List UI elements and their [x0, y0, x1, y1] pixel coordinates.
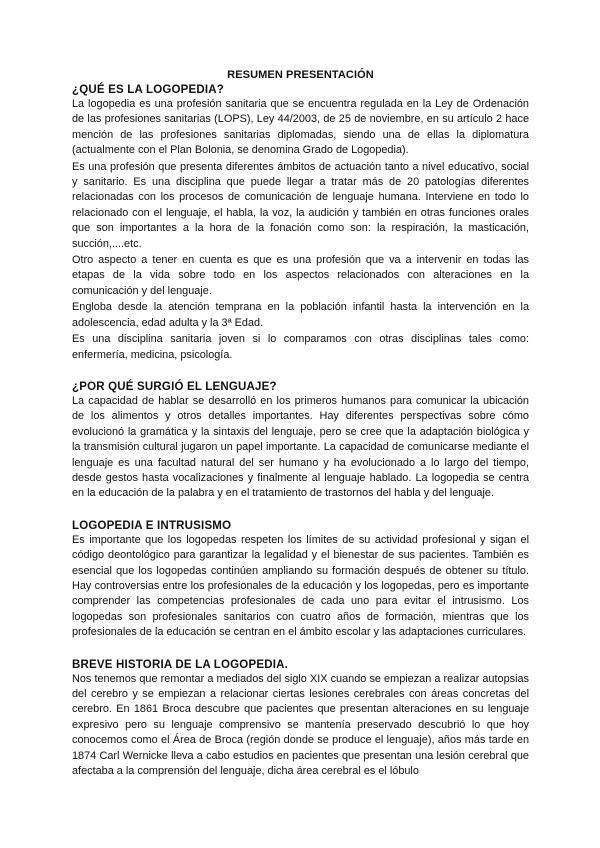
- section-logopedia-e-intrusismo: [72, 519, 529, 641]
- section-heading: ¿QUÉ ES LA LOGOPEDIA?: [72, 84, 225, 96]
- paragraph: Es una disciplina sanitaria joven si lo comparamos con otras disciplinas tales como: enfermería, medicina, psicología.: [72, 333, 529, 361]
- paragraph: Engloba desde la atención temprana en la población infantil hasta la intervención en la adolescencia, edad adulta y la 3ª Edad.: [72, 301, 529, 329]
- paragraph: La capacidad de hablar se desarrolló en los primeros humanos para comunicar la ubicación de los alimentos y otros detalles importantes. Hay diferentes perspectivas sobre cómo evolucionó la gramática y la sintaxis del lenguaje, pero se cree que la adaptación biológica y la transmisión cultural jugaron un papel importante. La capacidad de comunicarse mediante el lenguaje es una facultad natural del ser humano y ha evolucionado a lo largo del tiempo, desde gestos hasta vocalizaciones y finalmente al lenguaje hablado. La logopedia se centra en la educación de la palabra y en el tratamiento de trastornos del habla y del lenguaje.: [72, 394, 529, 500]
- section-por-que-surgio-el-lenguaje: [72, 380, 529, 502]
- section-heading: BREVE HISTORIA DE LA LOGOPEDIA.: [72, 658, 288, 671]
- document-page: [72, 68, 529, 848]
- paragraph: Es una profesión que presenta diferentes ámbitos de actuación tanto a nivel educativo, social y sanitario. Es una disciplina que puede llegar a tratar más de 20 patologías diferentes relacionadas con los procesos de comunicación de lenguaje humana. Interviene en todo lo relacionado con el lenguaje, el habla, la voz, la audición y también en otras funciones orales que son importantes a la hora de la fonación como son: la respiración, la masticación, succión,....etc.: [72, 160, 529, 250]
- paragraph: La logopedia es una profesión sanitaria que se encuentra regulada en la Ley de Ordenación de las profesiones sanitarias (LOPS), Ley 44/2003, de 25 de noviembre, en su artículo 2 hace mención de las profesiones sanitarias diplomadas, siendo una de ellas la diplomatura (actualmente con el Plan Bolonia, se denomina Grado de Logopedia).: [72, 98, 529, 157]
- document-title: RESUMEN PRESENTACIÓN: [227, 69, 374, 81]
- paragraph: Es importante que los logopedas respeten los límites de su actividad profesional y sigan el código deontológico para garantizar la legalidad y el bienestar de sus pacientes. También es esencial que los logopedas continúen ampliando su formación después de obtener su título. Hay controversias entre los profesionales de la educación y los logopedas, pero es importante comprender las competencias profesionales de cada uno para evitar el intrusismo. Los logopedas son profesionales sanitarios con cuatro años de formación, mientras que los profesionales de la educación se centran en el ámbito escolar y las adaptaciones curriculares.: [72, 533, 529, 639]
- paragraph: Otro aspecto a tener en cuenta es que es una profesión que va a intervenir en todas las etapas de la vida sobre todo en los aspectos relacionados con alteraciones en la comunicación y del lenguaje.: [72, 254, 529, 297]
- section-breve-historia: [72, 658, 529, 780]
- section-heading: LOGOPEDIA E INTRUSISMO: [72, 519, 232, 532]
- paragraph: Nos tenemos que remontar a mediados del siglo XIX cuando se empiezan a realizar autopsias del cerebro y se empiezan a relacionar ciertas lesiones cerebrales con áreas concretas del cerebro. En 1861 Broca descubre que pacientes que presentan alteraciones en su lenguaje expresivo pero su lenguaje comprensivo se mantenía preservado descubrió lo que hoy conocemos como el Área de Broca (región donde se produce el lenguaje), años más tarde en 1874 Carl Wernicke lleva a cabo estudios en pacientes que presentan una lesión cerebral que afectaba a la comprensión del lenguaje, dicha área cerebral es el lóbulo: [72, 672, 529, 778]
- section-que-es-la-logopedia: [72, 83, 529, 363]
- section-heading: ¿POR QUÉ SURGIÓ EL LENGUAJE?: [72, 380, 277, 393]
